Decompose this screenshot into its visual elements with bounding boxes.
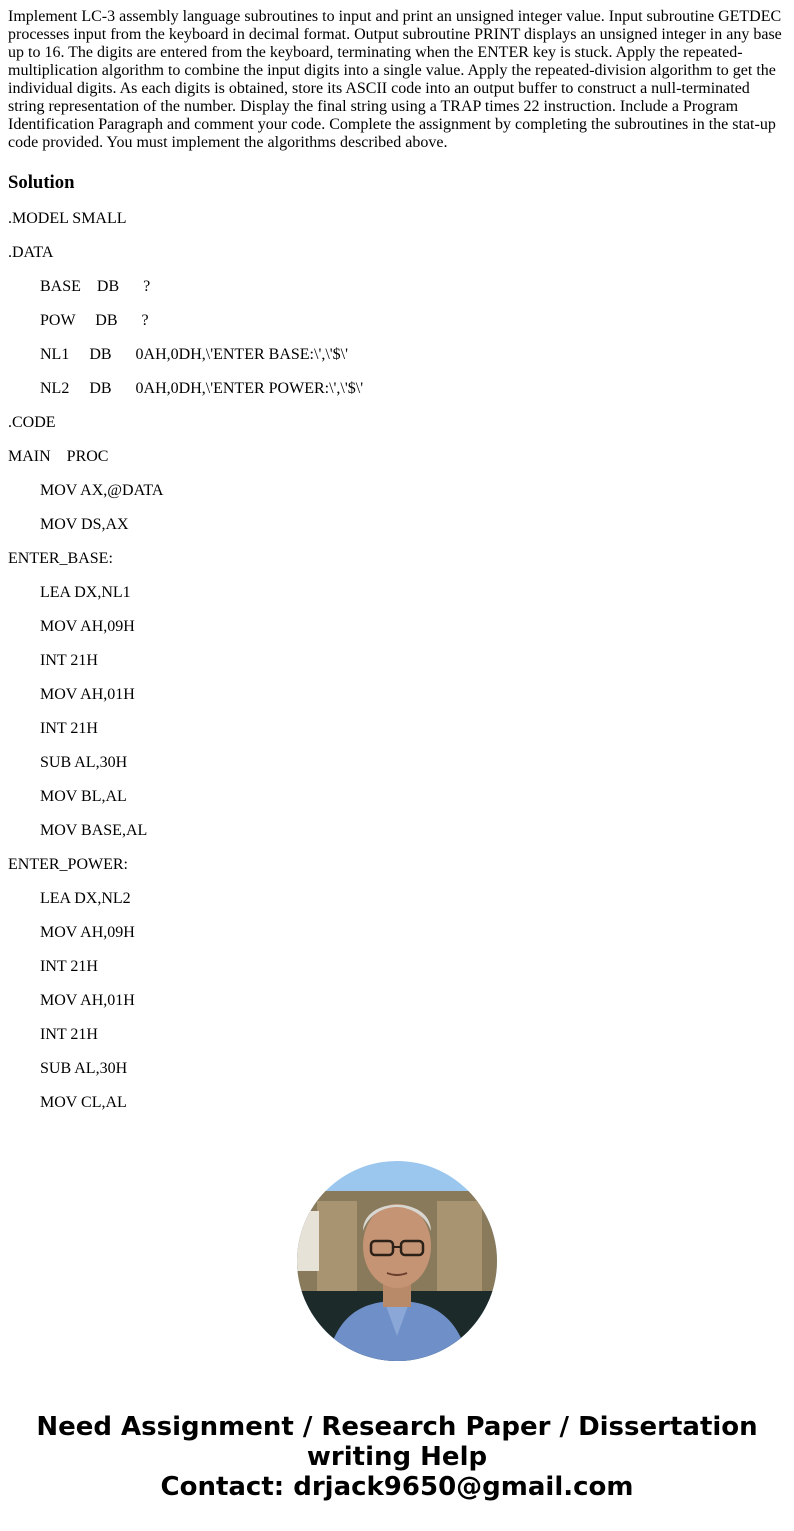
code-line: INT 21H <box>40 652 98 669</box>
code-line: MAIN PROC <box>8 448 109 465</box>
code-line: INT 21H <box>40 1026 98 1043</box>
code-line: LEA DX,NL1 <box>40 584 131 601</box>
code-line: MOV AH,01H <box>40 992 135 1009</box>
code-line: .CODE <box>8 414 56 431</box>
code-line: NL1 DB 0AH,0DH,\'ENTER BASE:\',\'$\' <box>40 346 348 363</box>
code-line: INT 21H <box>40 958 98 975</box>
promo-line: writing Help <box>306 1442 488 1472</box>
code-line: .DATA <box>8 244 54 261</box>
document-page <box>0 8 794 1112</box>
code-line: MOV CL,AL <box>40 1094 127 1111</box>
author-portrait-icon <box>297 1161 497 1361</box>
code-line: MOV AH,09H <box>40 618 135 635</box>
code-line: LEA DX,NL2 <box>40 890 131 907</box>
code-line: .MODEL SMALL <box>8 210 127 227</box>
promo-line: Need Assignment / Research Paper / Dissertation <box>36 1412 758 1442</box>
author-avatar <box>297 1161 497 1361</box>
solution-heading: Solution <box>8 172 75 193</box>
code-line: MOV AX,@DATA <box>40 482 164 499</box>
question-text: Implement LC-3 assembly language subroutines to input and print an unsigned integer value. Input subroutine GETDEC processes input from the keyboard in decimal format. Output subroutine PRINT displays an unsigned integer in any base up to 16. The digits are entered from the keyboard, terminating when the ENTER key is stuck. Apply the repeated-multiplication algorithm to combine the input digits into a single value. Apply the repeated-division algorithm to get the individual digits. As each digits is obtained, store its ASCII code into an output buffer to construct a null-terminated string representation of the number. Display the final string using a TRAP times 22 instruction. Include a Program Identification Paragraph and comment your code. Complete the assignment by completing the subroutines in the stat-up code provided. You must implement the algorithms described above. <box>8 8 782 151</box>
code-line: MOV BASE,AL <box>40 822 148 839</box>
code-listing <box>8 210 786 1112</box>
code-line: SUB AL,30H <box>40 754 128 771</box>
code-line: SUB AL,30H <box>40 1060 128 1077</box>
code-line: ENTER_BASE: <box>8 550 113 567</box>
code-line: MOV AH,01H <box>40 686 135 703</box>
code-line: MOV BL,AL <box>40 788 127 805</box>
code-line: INT 21H <box>40 720 98 737</box>
promo-contact: Contact: drjack9650@gmail.com <box>160 1472 634 1502</box>
code-line: POW DB ? <box>40 312 149 329</box>
code-line: BASE DB ? <box>40 278 151 295</box>
code-line: MOV AH,09H <box>40 924 135 941</box>
code-line: NL2 DB 0AH,0DH,\'ENTER POWER:\',\'$\' <box>40 380 364 397</box>
promo-banner <box>0 1412 794 1502</box>
code-line: MOV DS,AX <box>40 516 129 533</box>
code-line: ENTER_POWER: <box>8 856 128 873</box>
